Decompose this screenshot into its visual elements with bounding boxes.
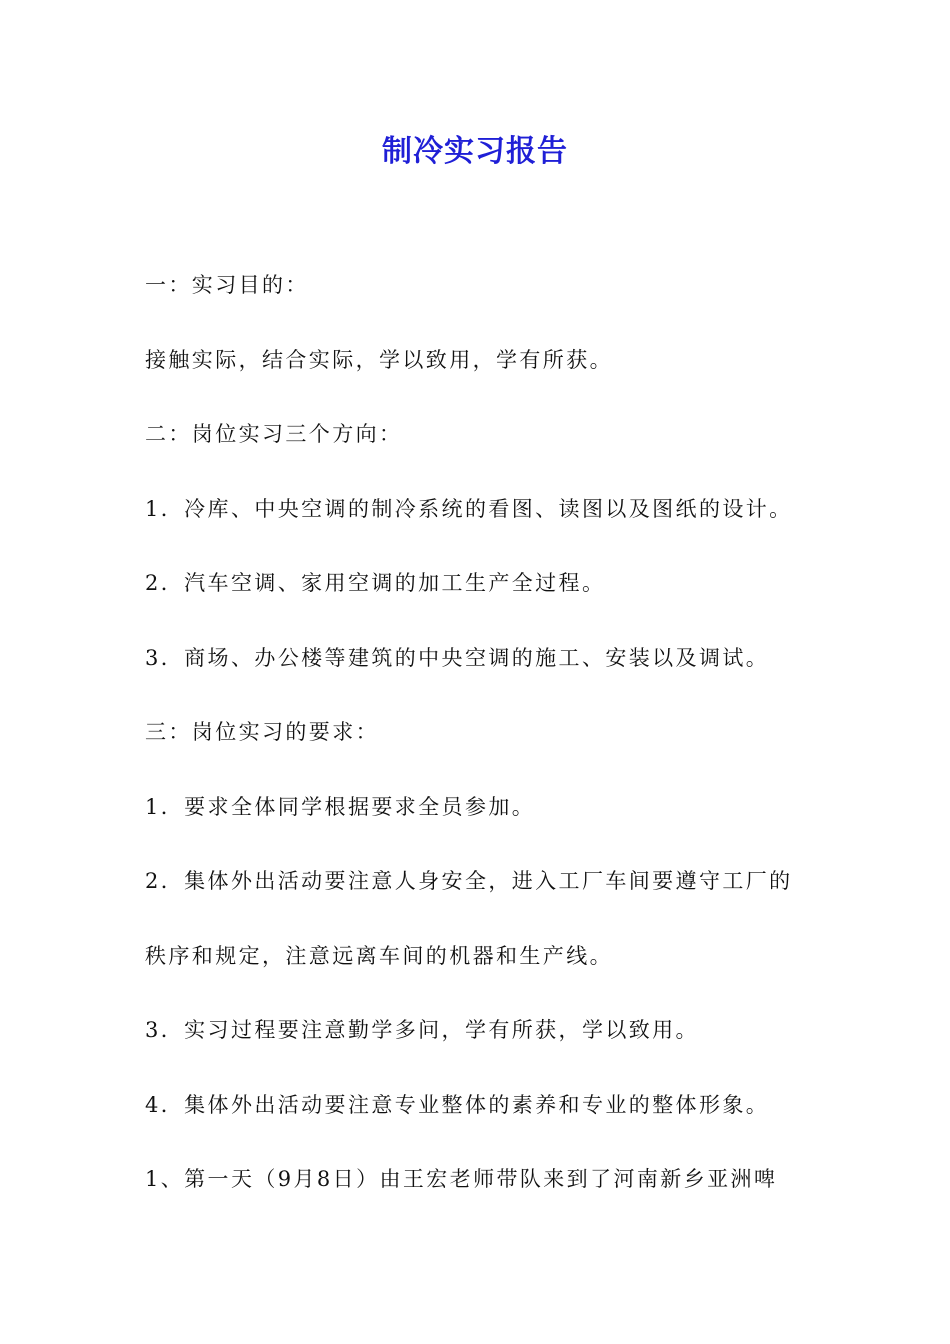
document-body [145,265,825,1234]
list-item: 3．实习过程要注意勤学多问，学有所获，学以致用。 [145,1018,699,1042]
document-title: 制冷实习报告 [382,134,568,169]
list-item: 1．冷库、中央空调的制冷系统的看图、读图以及图纸的设计。 [145,496,793,521]
list-item: 2．集体外出活动要注意人身安全，进入工厂车间要遵守工厂的 [145,869,793,893]
section-heading-directions: 二：岗位实习三个方向： [145,422,403,446]
list-item: 1．要求全体同学根据要求全员参加。 [145,794,536,819]
paragraph-line: 接触实际，结合实际，学以致用，学有所获。 [145,347,613,372]
list-item: 2．汽车空调、家用空调的加工生产全过程。 [145,571,606,595]
list-item-continuation: 秩序和规定，注意远离车间的机器和生产线。 [145,943,613,968]
section-heading-purpose: 一：实习目的： [145,273,309,297]
list-item: 3．商场、办公楼等建筑的中央空调的施工、安装以及调试。 [145,645,770,670]
paragraph-line: 1、第一天（9月8日）由王宏老师带队来到了河南新乡亚洲啤 [145,1167,778,1191]
list-item: 4．集体外出活动要注意专业整体的素养和专业的整体形象。 [145,1092,770,1117]
section-heading-requirements: 三：岗位实习的要求： [145,720,379,744]
